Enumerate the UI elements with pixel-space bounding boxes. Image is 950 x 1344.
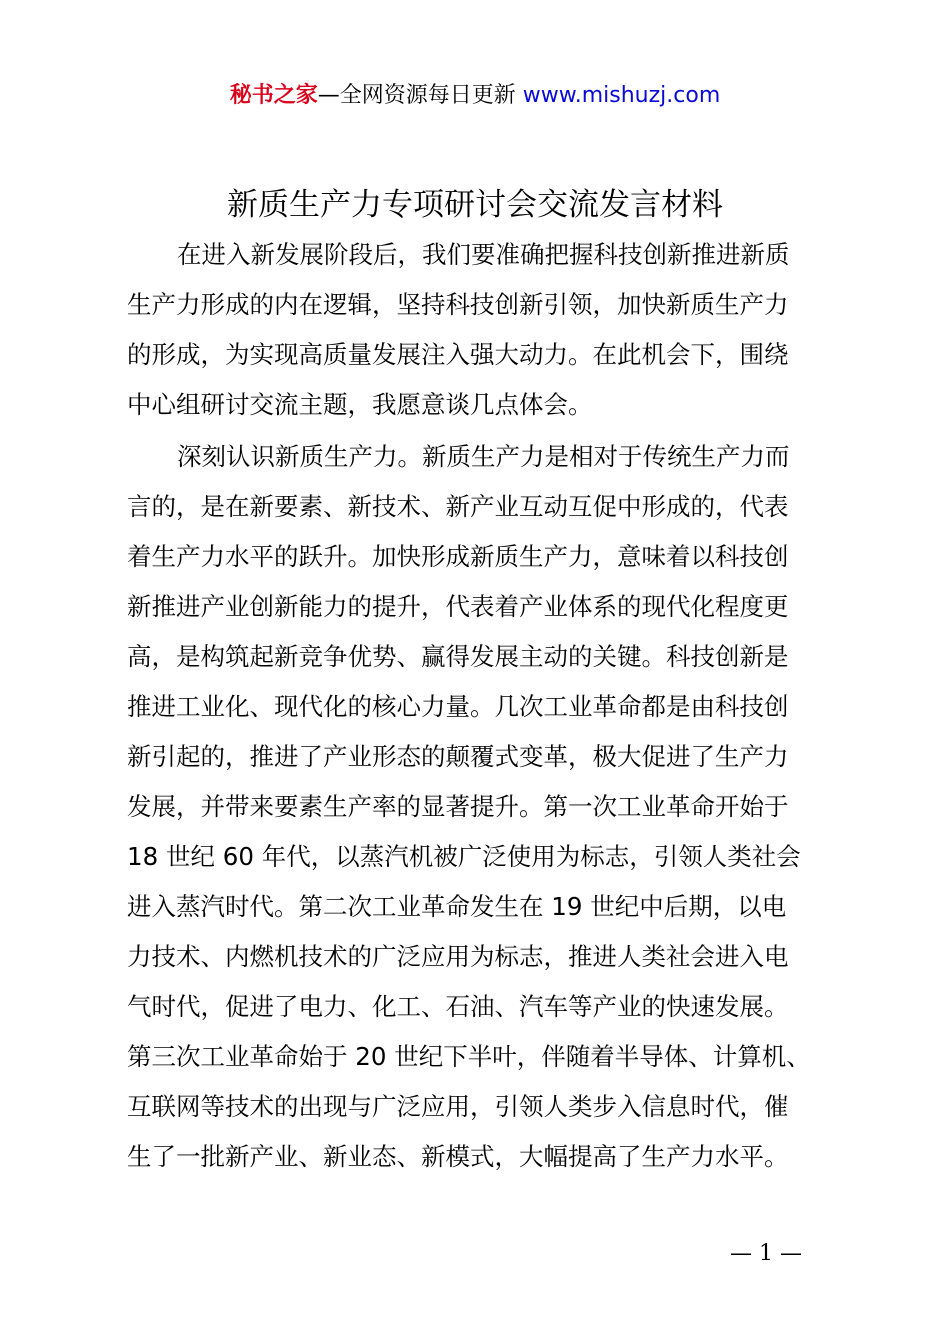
- paragraph-2: [127, 432, 837, 1182]
- text-line: 力技术、内燃机技术的广泛应用为标志，推进人类社会进入电: [127, 941, 789, 971]
- text-line: 在进入新发展阶段后，我们要准确把握科技创新推进新质: [177, 240, 790, 269]
- text-line: 新引起的，推进了产业形态的颠覆式变革，极大促进了生产力: [127, 741, 789, 771]
- text-line: 的形成，为实现高质量发展注入强大动力。在此机会下，围绕: [127, 340, 789, 369]
- text-line: 18 世纪 60 年代，以蒸汽机被广泛使用为标志，引领人类社会: [127, 841, 801, 871]
- site-tagline: —全网资源每日更新: [317, 83, 523, 108]
- document-title: 新质生产力专项研讨会交流发言材料: [227, 187, 723, 223]
- text-line: 生产力形成的内在逻辑，坚持科技创新引领，加快新质生产力: [127, 290, 789, 319]
- text-line: 中心组研讨交流主题，我愿意谈几点体会。: [127, 390, 593, 419]
- text-line: 互联网等技术的出现与广泛应用，引领人类步入信息时代，催: [127, 1091, 789, 1121]
- text-line: 推进工业化、现代化的核心力量。几次工业革命都是由科技创: [127, 691, 789, 721]
- paragraph-1: [127, 230, 837, 430]
- text-line: 新推进产业创新能力的提升，代表着产业体系的现代化程度更: [127, 591, 789, 621]
- text-line: 言的，是在新要素、新技术、新产业互动互促中形成的，代表: [127, 491, 789, 521]
- page-number: — 1 —: [730, 1241, 802, 1266]
- text-line: 生了一批新产业、新业态、新模式，大幅提高了生产力水平。: [127, 1141, 789, 1171]
- text-line: 着生产力水平的跃升。加快形成新质生产力，意味着以科技创: [127, 541, 789, 571]
- text-line: 进入蒸汽时代。第二次工业革命发生在 19 世纪中后期，以电: [127, 891, 787, 921]
- text-line: 高，是构筑起新竞争优势、赢得发展主动的关键。科技创新是: [127, 641, 789, 671]
- text-line: 第三次工业革命始于 20 世纪下半叶，伴随着半导体、计算机、: [127, 1041, 811, 1071]
- site-header: [0, 80, 950, 112]
- text-line: 发展，并带来要素生产率的显著提升。第一次工业革命开始于: [127, 791, 789, 821]
- document-body: [127, 230, 837, 1183]
- text-line: 深刻认识新质生产力。新质生产力是相对于传统生产力而: [177, 441, 790, 471]
- text-line: 气时代，促进了电力、化工、石油、汽车等产业的快速发展。: [127, 991, 789, 1021]
- site-url-link[interactable]: www.mishuzj.com: [522, 83, 721, 108]
- site-brand: 秘书之家: [229, 83, 318, 108]
